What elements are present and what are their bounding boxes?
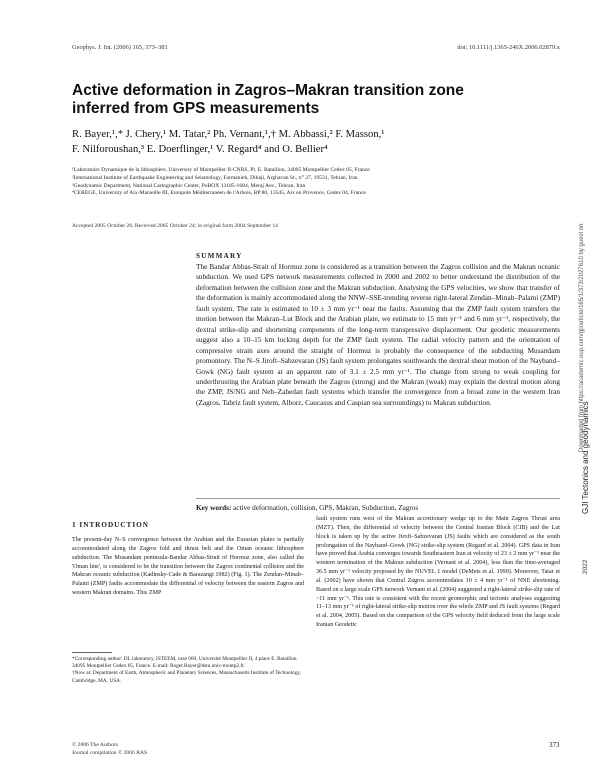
affiliation-1: ¹Laboratoire Dynamique de la lithosphère, University of Montpellier II-CNRS, Pl. E. Bataillon, 34095 Montpellier Cedex 05, France [72, 167, 370, 173]
summary-text: The Bandar Abbas-Strait of Hormuz zone is considered as a transition between the Zagros collision and the Makran oceanic subduction. We used GPS network measurements collected in 2000 and 2002 to better understand the distribution of the deformation between the collision zone and the Makran subduction. Analysing the GPS velocities, we show that transfer of the deformation is mainly accommodated along the NNW–SSE-trending reverse right-lateral Zendan–Minab–Palami (ZMP) fault system. The rate is estimated to 10 ± 3 mm yr⁻¹ near the faults. Assuming that the ZMP fault system transfers the motion between the Makran–Lut Block and the Arabian plate, we estimate to 15 mm yr⁻¹ and 6 mm yr⁻¹, respectively, the dextral strike-slip and shortening components of the long-term transpressive displacement. Our geodetic measurements suggest also a 10–15 km locking depth for the ZMP fault system. The radial velocity pattern and the orientation of compressive strain axes around the straight of Hormuz is probably the consequence of the subducting Musandam promontory. The N–S Jiroft–Sabzevaran (JS) fault system prolongates southwards the dextral shear motion of the Nayband–Gowk (NG) fault system at an apparent rate of 3.1 ± 2.5 mm yr⁻¹. The change from strong to weak coupling for underthrusting the Arabian plate beneath the Zagros (strong) and the Makran (weak) may explain the dextral motion along the ZMP, JS/NG and Neh–Zahedan fault systems which transfer the convergence from a broad zone in the western Iran (Zagros, Tabriz fault system, Alborz, Caucasus and Caspian sea surroundings) to Makran subduction. [196, 262, 560, 407]
keywords-divider [196, 498, 560, 499]
page-number: 373 [549, 741, 560, 749]
keywords [196, 504, 560, 512]
authors [72, 128, 512, 157]
authors-line-2: F. Nilforoushan,³ E. Doerflinger,¹ V. Regard⁴ and O. Bellier⁴ [72, 143, 328, 155]
footnote-corresponding: *Corresponding author: DL laboratory, ISTEEM, case 060, Université Montpellier II, 4 place E. Bataillon 34095 Montpellier Cedex 05, France. E-mail: Roger.Bayer@dstu.univ-montp2.fr. [72, 656, 297, 670]
download-year: 2022 [582, 559, 589, 574]
download-date [578, 518, 594, 574]
affiliation-4: ⁴CEREGE, University of Aix-Marseille III, Europole Méditerranéen de l'Arbois, BP 80, 13545, Aix en Provence, Cedex 04, France [72, 190, 366, 197]
paper-title: Active deformation in Zagros–Makran transition zone inferred from GPS measurements [72, 82, 464, 117]
footnote-divider [72, 652, 112, 653]
download-text: Downloaded from https://academic.oup.com/gji/article/165/1/373/2027610 by guest on [579, 223, 585, 452]
intro-column-1: The present-day N–S convergence between the Arabian and the Eurasian plates is partially accommodated along the Zagros fold and thrust belt and the Oman oceanic lithosphere subduction. The Musandam peninsula-Bandar Abbas-Strait of Hormuz zone, also called the 'Oman line', is considered to be the transition between the Zagros continental collision and the Makran oceanic subduction (Kadinsky-Cade & Barazangi 1982) (Fig. 1). The Zendan–Minab–Palami (ZMP) faults accommodate the differential of velocity between the eastern Zagros and western Makran domains. This ZMP [72, 537, 304, 597]
section-heading-introduction: 1 INTRODUCTION [72, 521, 149, 529]
section-tab [578, 401, 594, 514]
keywords-list: active deformation, collision, GPS, Makran, Subduction, Zagros [233, 504, 419, 512]
intro-column-2: fault system runs west of the Makran accretionary wedge up to the Main Zagros Thrust area (MZT). Then, the differential of velocity between the Central Iranian Block (CIB) and the Lut block is taken up by the active Jiroft–Sabzevaran (JS) faults which are considered as the south prolongation of the Nayband–Gowk (NG) strike-slip system (Regard et al. 2004). GPS data in Iran have proved that Arabia converges towards Southeastern Iran at velocity of 23 ± 2 mm yr⁻¹ near the western termination of the Makran subduction (Vernant et al. 2004), less than the time-averaged 36.5 mm yr⁻¹ velocity proposed by the NUVEL 1 model (DeMets et al. 1990). Moreover, Tatar et al. (2002) have shown that Central Zagros accommodates 10 ± 4 mm yr⁻¹ of NNE shortening. Based on a large scale GPS network Vernant et al. (2004) suggested a right-lateral strike-slip rate of ~11 mm yr⁻¹. This rate is consistent with the recent geomorphic and tectonic analyses suggesting 11–13 mm yr⁻¹ of right-lateral strike-slip motion over the whole ZMP and JS fault systems (Regard et al. 2004, 2005). Based on the comparison of the GPS velocity field deduced from the large scale Iranian Geodetic [316, 516, 560, 629]
accepted-dates: Accepted 2005 October 26. Received 2005 October 24; in original form 2004 September 14 [72, 223, 278, 229]
affiliation-3: ³Geodynamic Department, National Cartographic Center, PoBOX 13185-1684, Meraj Ave., Tehran, Iran [72, 182, 306, 189]
footer-copyright [72, 741, 147, 757]
keywords-label: Key words: [196, 504, 232, 512]
affiliations [72, 167, 512, 198]
footnote-now-at: †Now at: Department of Earth, Atmospheric and Planetary Sciences, Massachusetts Institute of Technology, Cambridge, MA, USA. [72, 670, 302, 684]
authors-line-1: R. Bayer,¹,* J. Chery,¹ M. Tatar,² Ph. Vernant,¹,† M. Abbassi,² F. Masson,¹ [72, 129, 385, 140]
section-tab-label: GJI Tectonics and geodynamics [581, 401, 590, 514]
doi: doi: 10.1111/j.1365-246X.2006.02879.x [457, 44, 560, 51]
journal-reference: Geophys. J. Int. (2006) 165, 373–381 [72, 44, 168, 51]
journal-compilation: Journal compilation © 2006 RAS [72, 750, 148, 756]
footnotes [72, 656, 304, 685]
copyright: © 2006 The Authors [72, 742, 118, 748]
summary-heading: SUMMARY [196, 252, 243, 260]
affiliation-2: ²International Institute of Earthquake Engineering and Seismology, Farmanieh, Dibaji, Arghavan St., n° 27, 19531, Tehran, Iran [72, 174, 358, 181]
